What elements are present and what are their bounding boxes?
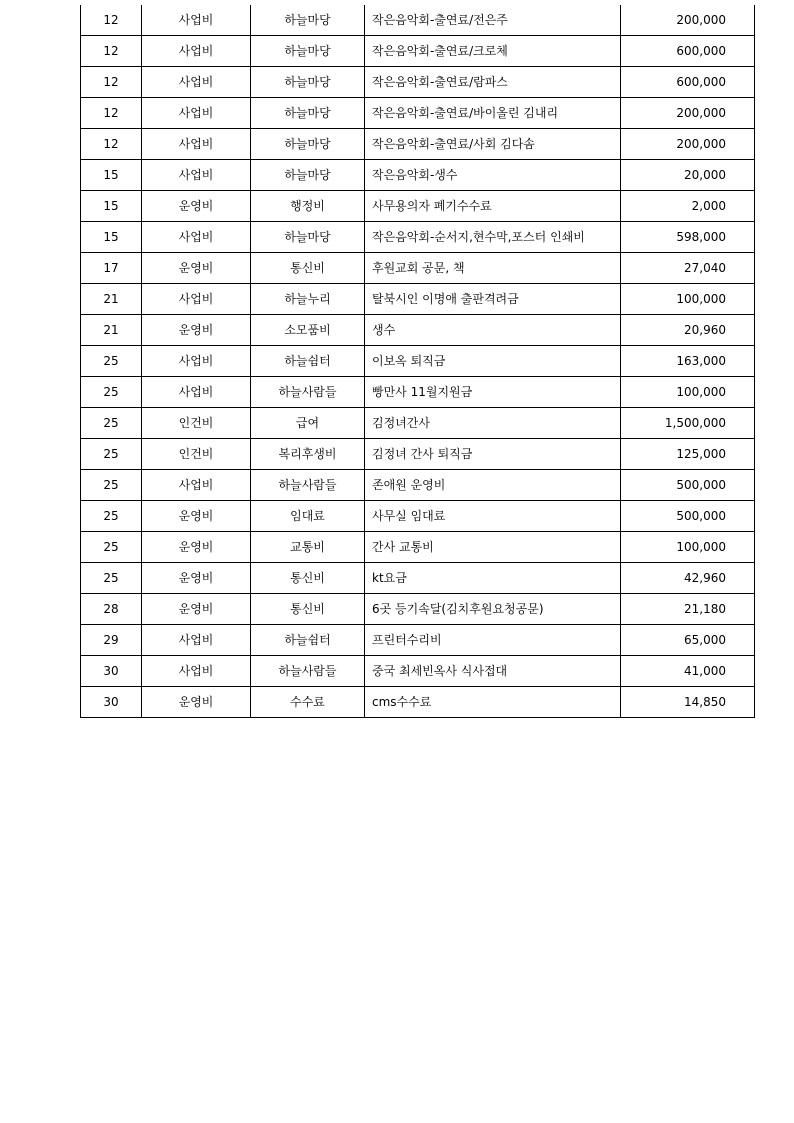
amount-cell: 65,000 [621, 625, 755, 656]
day-cell: 29 [81, 625, 142, 656]
day-cell: 30 [81, 656, 142, 687]
table-row [81, 253, 755, 284]
day-cell: 25 [81, 470, 142, 501]
description-cell: 김정녀간사 [365, 408, 621, 439]
category-cell: 사업비 [142, 67, 251, 98]
amount-cell: 41,000 [621, 656, 755, 687]
category-cell: 운영비 [142, 594, 251, 625]
category-cell: 사업비 [142, 346, 251, 377]
expense-ledger-table [80, 5, 755, 718]
table-row [81, 315, 755, 346]
category-cell: 사업비 [142, 656, 251, 687]
subcategory-cell: 복리후생비 [251, 439, 365, 470]
subcategory-cell: 행정비 [251, 191, 365, 222]
description-cell: 사무실 임대료 [365, 501, 621, 532]
description-cell: 존애원 운영비 [365, 470, 621, 501]
day-cell: 25 [81, 532, 142, 563]
table-row [81, 439, 755, 470]
description-cell: 생수 [365, 315, 621, 346]
subcategory-cell: 하늘쉼터 [251, 625, 365, 656]
subcategory-cell: 소모품비 [251, 315, 365, 346]
description-cell: cms수수료 [365, 687, 621, 718]
day-cell: 25 [81, 501, 142, 532]
subcategory-cell: 급여 [251, 408, 365, 439]
category-cell: 사업비 [142, 625, 251, 656]
day-cell: 21 [81, 284, 142, 315]
day-cell: 25 [81, 377, 142, 408]
category-cell: 인건비 [142, 408, 251, 439]
day-cell: 15 [81, 191, 142, 222]
category-cell: 사업비 [142, 284, 251, 315]
category-cell: 사업비 [142, 160, 251, 191]
amount-cell: 200,000 [621, 129, 755, 160]
table-row [81, 594, 755, 625]
description-cell: 작은음악회-출연료/전은주 [365, 5, 621, 36]
description-cell: 빵만사 11월지원금 [365, 377, 621, 408]
category-cell: 인건비 [142, 439, 251, 470]
description-cell: 작은음악회-생수 [365, 160, 621, 191]
day-cell: 15 [81, 160, 142, 191]
table-row [81, 687, 755, 718]
day-cell: 25 [81, 346, 142, 377]
subcategory-cell: 하늘마당 [251, 5, 365, 36]
table-row [81, 36, 755, 67]
amount-cell: 1,500,000 [621, 408, 755, 439]
description-cell: 작은음악회-출연료/람파스 [365, 67, 621, 98]
subcategory-cell: 하늘마당 [251, 36, 365, 67]
category-cell: 운영비 [142, 191, 251, 222]
amount-cell: 600,000 [621, 36, 755, 67]
table-row [81, 284, 755, 315]
table-row [81, 98, 755, 129]
subcategory-cell: 하늘마당 [251, 98, 365, 129]
day-cell: 12 [81, 98, 142, 129]
table-row [81, 222, 755, 253]
amount-cell: 100,000 [621, 532, 755, 563]
table-row [81, 5, 755, 36]
ledger-body [81, 5, 755, 718]
day-cell: 12 [81, 5, 142, 36]
table-row [81, 563, 755, 594]
subcategory-cell: 하늘마당 [251, 67, 365, 98]
amount-cell: 27,040 [621, 253, 755, 284]
amount-cell: 20,960 [621, 315, 755, 346]
amount-cell: 500,000 [621, 470, 755, 501]
day-cell: 28 [81, 594, 142, 625]
category-cell: 사업비 [142, 129, 251, 160]
subcategory-cell: 하늘사람들 [251, 377, 365, 408]
amount-cell: 100,000 [621, 284, 755, 315]
amount-cell: 14,850 [621, 687, 755, 718]
amount-cell: 598,000 [621, 222, 755, 253]
category-cell: 운영비 [142, 501, 251, 532]
subcategory-cell: 하늘쉼터 [251, 346, 365, 377]
table-row [81, 625, 755, 656]
description-cell: 후원교회 공문, 책 [365, 253, 621, 284]
amount-cell: 600,000 [621, 67, 755, 98]
subcategory-cell: 통신비 [251, 253, 365, 284]
table-row [81, 377, 755, 408]
amount-cell: 42,960 [621, 563, 755, 594]
category-cell: 사업비 [142, 470, 251, 501]
amount-cell: 200,000 [621, 5, 755, 36]
subcategory-cell: 수수료 [251, 687, 365, 718]
table-row [81, 532, 755, 563]
table-row [81, 408, 755, 439]
description-cell: 작은음악회-출연료/사회 김다솜 [365, 129, 621, 160]
day-cell: 25 [81, 439, 142, 470]
day-cell: 12 [81, 36, 142, 67]
table-row [81, 191, 755, 222]
description-cell: 작은음악회-출연료/바이올린 김내리 [365, 98, 621, 129]
description-cell: 6곳 등기속달(김치후원요청공문) [365, 594, 621, 625]
table-row [81, 129, 755, 160]
subcategory-cell: 통신비 [251, 594, 365, 625]
category-cell: 운영비 [142, 315, 251, 346]
category-cell: 사업비 [142, 36, 251, 67]
amount-cell: 20,000 [621, 160, 755, 191]
description-cell: kt요금 [365, 563, 621, 594]
day-cell: 21 [81, 315, 142, 346]
subcategory-cell: 하늘누리 [251, 284, 365, 315]
subcategory-cell: 하늘마당 [251, 160, 365, 191]
description-cell: 중국 최세빈옥사 식사접대 [365, 656, 621, 687]
description-cell: 이보옥 퇴직금 [365, 346, 621, 377]
table-row [81, 346, 755, 377]
subcategory-cell: 하늘사람들 [251, 656, 365, 687]
subcategory-cell: 하늘마당 [251, 222, 365, 253]
subcategory-cell: 교통비 [251, 532, 365, 563]
amount-cell: 100,000 [621, 377, 755, 408]
category-cell: 사업비 [142, 222, 251, 253]
amount-cell: 2,000 [621, 191, 755, 222]
description-cell: 작은음악회-순서지,현수막,포스터 인쇄비 [365, 222, 621, 253]
table-row [81, 160, 755, 191]
description-cell: 김정녀 간사 퇴직금 [365, 439, 621, 470]
table-row [81, 67, 755, 98]
subcategory-cell: 하늘마당 [251, 129, 365, 160]
day-cell: 15 [81, 222, 142, 253]
day-cell: 12 [81, 129, 142, 160]
description-cell: 탈북시인 이명애 출판격려금 [365, 284, 621, 315]
amount-cell: 500,000 [621, 501, 755, 532]
day-cell: 30 [81, 687, 142, 718]
category-cell: 사업비 [142, 377, 251, 408]
table-row [81, 470, 755, 501]
subcategory-cell: 하늘사람들 [251, 470, 365, 501]
subcategory-cell: 임대료 [251, 501, 365, 532]
category-cell: 사업비 [142, 5, 251, 36]
subcategory-cell: 통신비 [251, 563, 365, 594]
category-cell: 운영비 [142, 532, 251, 563]
day-cell: 12 [81, 67, 142, 98]
description-cell: 간사 교통비 [365, 532, 621, 563]
category-cell: 운영비 [142, 253, 251, 284]
amount-cell: 200,000 [621, 98, 755, 129]
description-cell: 프린터수리비 [365, 625, 621, 656]
table-row [81, 656, 755, 687]
day-cell: 17 [81, 253, 142, 284]
description-cell: 사무용의자 폐기수수료 [365, 191, 621, 222]
amount-cell: 125,000 [621, 439, 755, 470]
day-cell: 25 [81, 563, 142, 594]
category-cell: 운영비 [142, 563, 251, 594]
day-cell: 25 [81, 408, 142, 439]
category-cell: 사업비 [142, 98, 251, 129]
amount-cell: 163,000 [621, 346, 755, 377]
table-row [81, 501, 755, 532]
amount-cell: 21,180 [621, 594, 755, 625]
description-cell: 작은음악회-출연료/크로체 [365, 36, 621, 67]
category-cell: 운영비 [142, 687, 251, 718]
